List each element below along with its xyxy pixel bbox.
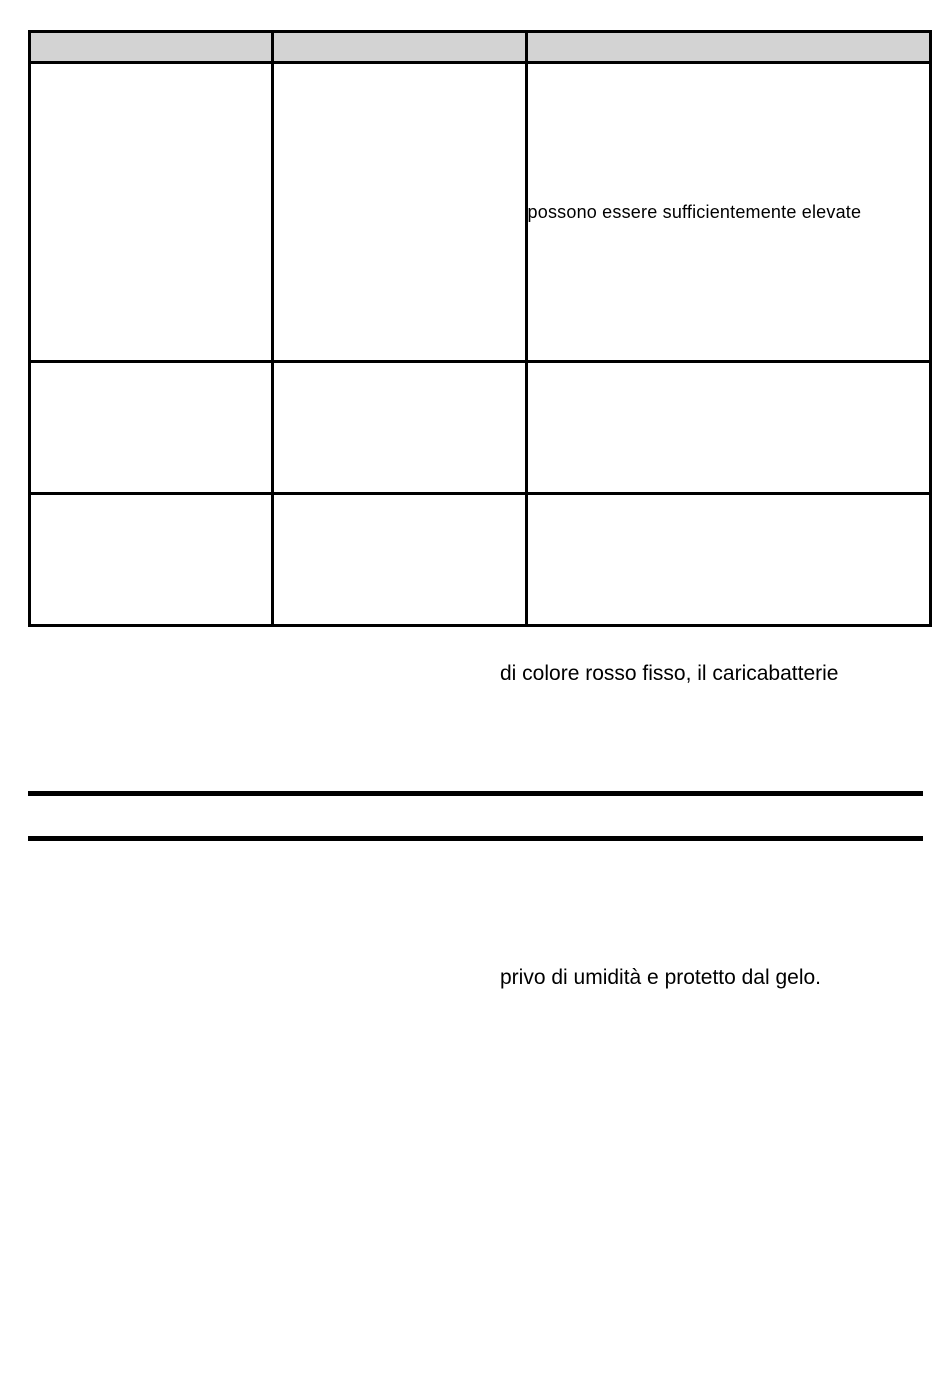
table-cell — [30, 63, 273, 362]
table-cell — [273, 362, 526, 494]
table-row — [30, 63, 931, 362]
table-cell — [526, 494, 930, 626]
table-cell — [273, 63, 526, 362]
body-text-line: privo di umidità e protetto dal gelo. — [500, 966, 822, 989]
table-header-cell — [30, 32, 273, 63]
body-text-line: di colore rosso fisso, il caricabatterie — [500, 662, 839, 685]
table-row — [30, 494, 931, 626]
table-row — [30, 362, 931, 494]
table-header-cell — [526, 32, 930, 63]
table-header-cell — [273, 32, 526, 63]
table-cell — [30, 362, 273, 494]
table-header-row — [30, 32, 931, 63]
table-cell — [273, 494, 526, 626]
table-cell: possono essere sufficientemente elevate — [526, 63, 930, 362]
table-cell — [526, 362, 930, 494]
horizontal-rule — [28, 836, 923, 841]
horizontal-rule — [28, 791, 923, 796]
document-table — [28, 30, 932, 627]
table-cell — [30, 494, 273, 626]
